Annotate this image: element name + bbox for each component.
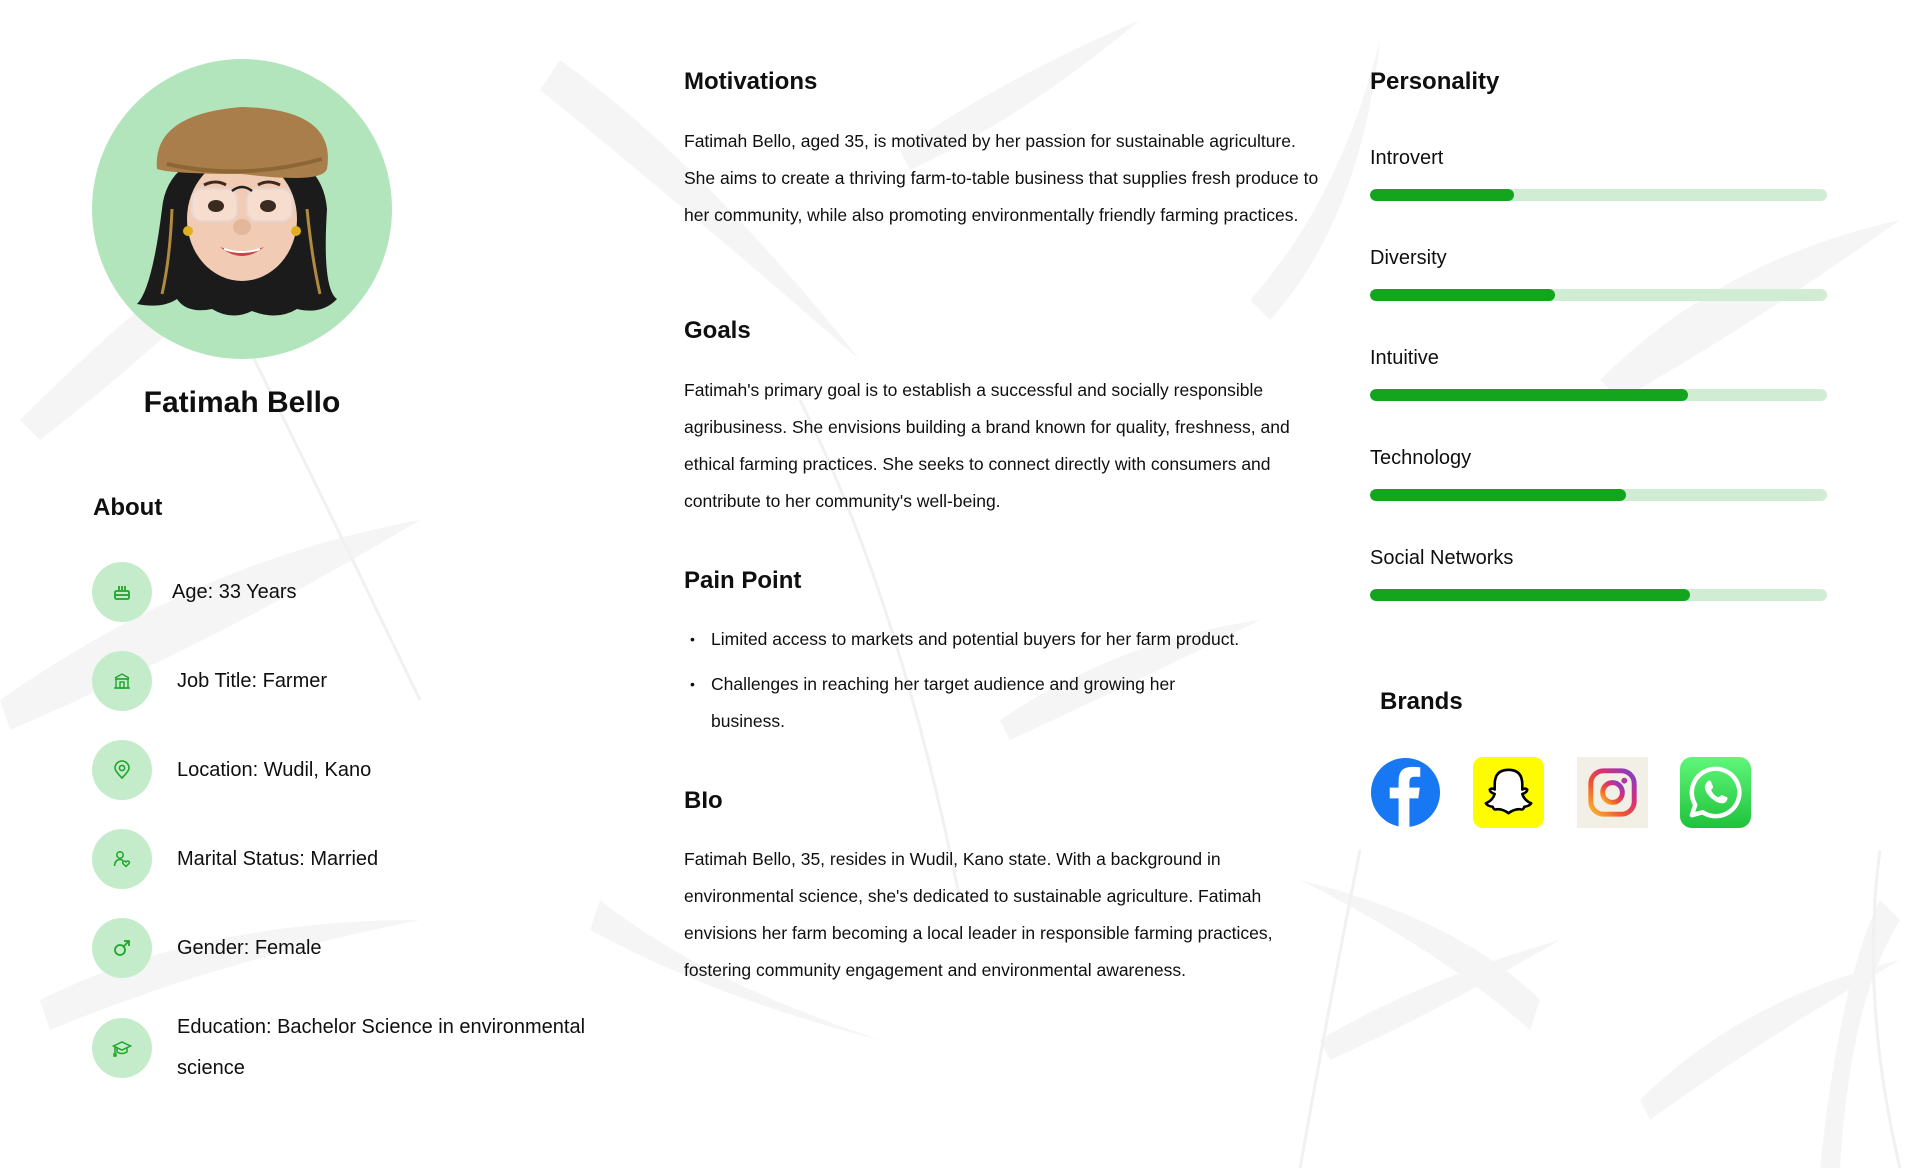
about-item-gender [92,918,652,978]
persona-name: Fatimah Bello [143,386,341,419]
about-heading: About [93,494,163,521]
about-location-text: Location: Wudil, Kano [177,759,372,781]
location-pin-icon [92,740,152,800]
person-heart-icon [92,829,152,889]
cake-icon [92,562,152,622]
trait-bar-introvert [1370,189,1827,201]
bio-text: Fatimah Bello, 35, resides in Wudil, Kano state. With a background in environmental science, she's dedicated to sustainable agriculture. Fatimah envisions her farm becoming a local leader in responsible farming practices, fostering community engagement and environmental awareness. [684,849,1273,980]
trait-label-social-networks: Social Networks [1370,547,1514,569]
trait-bar-social-networks [1370,589,1827,601]
trait-label-introvert: Introvert [1370,147,1444,169]
about-gender-text: Gender: Female [177,937,322,959]
trait-label-diversity: Diversity [1370,247,1447,269]
trait-bar-intuitive [1370,389,1827,401]
brands-heading: Brands [1380,688,1463,715]
brand-snapchat[interactable] [1473,757,1544,828]
goals-heading: Goals [684,317,751,344]
whatsapp-icon [1680,757,1751,828]
trait-label-technology: Technology [1370,447,1472,469]
trait-fill [1370,489,1626,501]
about-item-location [92,740,652,800]
graduation-cap-icon [92,1018,152,1078]
trait-fill [1370,389,1688,401]
pain-point-heading: Pain Point [684,567,802,594]
facebook-icon [1370,757,1441,828]
personality-heading: Personality [1370,68,1500,95]
pain-point-item: • Challenges in reaching her target audience and growing her business. [684,666,1231,740]
snapchat-icon [1473,757,1544,828]
gender-icon [92,918,152,978]
pain-point-item: • Limited access to markets and potential buyers for her farm product. [684,621,1324,658]
instagram-icon [1577,757,1648,828]
brand-instagram[interactable] [1577,757,1648,828]
about-item-job [92,651,652,711]
brand-facebook[interactable] [1370,757,1441,828]
avatar [92,59,392,359]
about-age-text: Age: 33 Years [172,581,297,603]
pain-point-list [684,621,1324,748]
building-icon [92,651,152,711]
bio-heading: BIo [684,787,723,814]
about-item-education [92,998,652,1098]
about-marital-text: Marital Status: Married [177,848,379,870]
trait-fill [1370,589,1690,601]
motivations-heading: Motivations [684,68,818,95]
motivations-text: Fatimah Bello, aged 35, is motivated by her passion for sustainable agriculture. She aims to create a thriving farm-to-table business that supplies fresh produce to her community, while also promoting environmentally friendly farming practices. [684,131,1319,225]
trait-fill [1370,189,1514,201]
brand-whatsapp[interactable] [1680,757,1751,828]
about-item-marital [92,829,652,889]
memoji-avatar-icon [92,59,392,359]
about-education-text: Education: Bachelor Science in environmental science [177,1016,586,1079]
about-job-text: Job Title: Farmer [177,670,328,692]
trait-label-intuitive: Intuitive [1370,347,1439,369]
trait-bar-diversity [1370,289,1827,301]
trait-bar-technology [1370,489,1827,501]
goals-text: Fatimah's primary goal is to establish a successful and socially responsible agribusiness. She envisions building a brand known for quality, freshness, and ethical farming practices. She seeks to connect directly with consumers and contribute to her community's well-being. [684,380,1290,511]
trait-fill [1370,289,1555,301]
about-item-age [92,562,652,622]
